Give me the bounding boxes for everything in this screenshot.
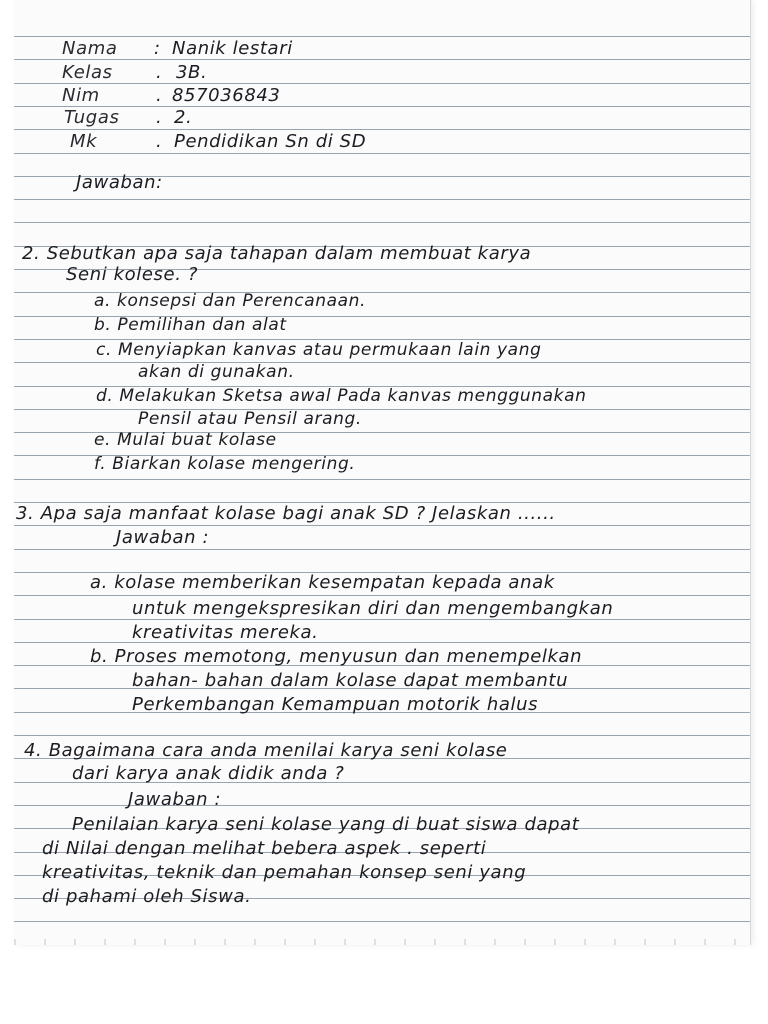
ruled-line bbox=[14, 619, 750, 620]
header-value-kelas: 3B. bbox=[176, 62, 208, 83]
ruled-line bbox=[14, 525, 750, 526]
ruled-line bbox=[14, 59, 750, 60]
q4-answer-line2: di Nilai dengan melihat bebera aspek . seperti bbox=[42, 838, 487, 859]
header-value-nama: Nanik lestari bbox=[172, 38, 293, 59]
q4-jawaban-heading: Jawaban : bbox=[128, 789, 222, 810]
question-3-text: 3. Apa saja manfaat kolase bagi anak SD ? Jelaskan ...... bbox=[16, 503, 556, 524]
ruled-line bbox=[14, 199, 750, 200]
ruled-line bbox=[14, 409, 750, 410]
header-sep-nama: : bbox=[154, 38, 161, 59]
q2-item-a: a. konsepsi dan Perencanaan. bbox=[94, 291, 367, 311]
ruled-line bbox=[14, 106, 750, 107]
q3-item-a: a. kolase memberikan kesempatan kepada anak bbox=[90, 572, 555, 593]
q2-item-f: f. Biarkan kolase mengering. bbox=[94, 454, 356, 474]
ruled-line bbox=[14, 549, 750, 550]
ruled-line bbox=[14, 83, 750, 84]
ruled-line bbox=[14, 921, 750, 922]
question-2-text-line1: 2. Sebutkan apa saja tahapan dalam membuat karya bbox=[22, 243, 532, 264]
header-sep-mk: . bbox=[156, 131, 163, 152]
question-4-text-line2: dari karya anak didik anda ? bbox=[72, 763, 345, 784]
q3-item-b-cont2: Perkembangan Kemampuan motorik halus bbox=[132, 694, 539, 715]
ruled-line bbox=[14, 479, 750, 480]
q2-item-b: b. Pemilihan dan alat bbox=[94, 315, 287, 335]
header-sep-kelas: . bbox=[156, 62, 163, 83]
question-2-text-line2: Seni kolese. ? bbox=[66, 264, 198, 285]
header-sep-nim: . bbox=[156, 85, 163, 106]
header-label-nim: Nim bbox=[62, 85, 100, 106]
ruled-line bbox=[14, 222, 750, 223]
q3-item-a-cont2: kreativitas mereka. bbox=[132, 622, 319, 643]
header-sep-tugas: . bbox=[156, 107, 163, 128]
ruled-line bbox=[14, 805, 750, 806]
header-value-tugas: 2. bbox=[174, 107, 193, 128]
ruled-line bbox=[14, 153, 750, 154]
ruled-line bbox=[14, 735, 750, 736]
q3-jawaban-heading: Jawaban : bbox=[116, 527, 210, 548]
q4-answer-line3: kreativitas, teknik dan pemahan konsep seni yang bbox=[42, 862, 527, 883]
page-bottom-edge bbox=[14, 939, 750, 945]
q3-item-a-cont1: untuk mengekspresikan diri dan mengembangkan bbox=[132, 598, 614, 619]
q2-item-d: d. Melakukan Sketsa awal Pada kanvas menggunakan bbox=[96, 386, 587, 406]
header-label-mk: Mk bbox=[70, 131, 98, 152]
jawaban-heading: Jawaban: bbox=[76, 172, 163, 193]
q4-answer-line1: Penilaian karya seni kolase yang di buat siswa dapat bbox=[72, 814, 580, 835]
ruled-line bbox=[14, 36, 750, 37]
ruled-line bbox=[14, 129, 750, 130]
q2-item-c: c. Menyiapkan kanvas atau permukaan lain yang bbox=[96, 340, 542, 360]
ruled-line bbox=[14, 362, 750, 363]
header-label-tugas: Tugas bbox=[64, 107, 120, 128]
q3-item-b-cont1: bahan- bahan dalam kolase dapat membantu bbox=[132, 670, 569, 691]
q4-answer-line4: di pahami oleh Siswa. bbox=[42, 886, 252, 907]
q2-item-d-cont: Pensil atau Pensil arang. bbox=[138, 409, 362, 429]
q3-item-b: b. Proses memotong, menyusun dan menempelkan bbox=[90, 646, 583, 667]
header-value-mk: Pendidikan Sn di SD bbox=[174, 131, 367, 152]
question-4-text-line1: 4. Bagaimana cara anda menilai karya seni kolase bbox=[24, 740, 508, 761]
q2-item-c-cont: akan di gunakan. bbox=[138, 362, 295, 382]
ruled-line bbox=[14, 595, 750, 596]
header-value-nim: 857036843 bbox=[172, 85, 281, 106]
notebook-page bbox=[14, 0, 750, 945]
ruled-line bbox=[14, 642, 750, 643]
q2-item-e: e. Mulai buat kolase bbox=[94, 430, 277, 450]
header-label-kelas: Kelas bbox=[62, 62, 113, 83]
header-label-nama: Nama bbox=[62, 38, 118, 59]
